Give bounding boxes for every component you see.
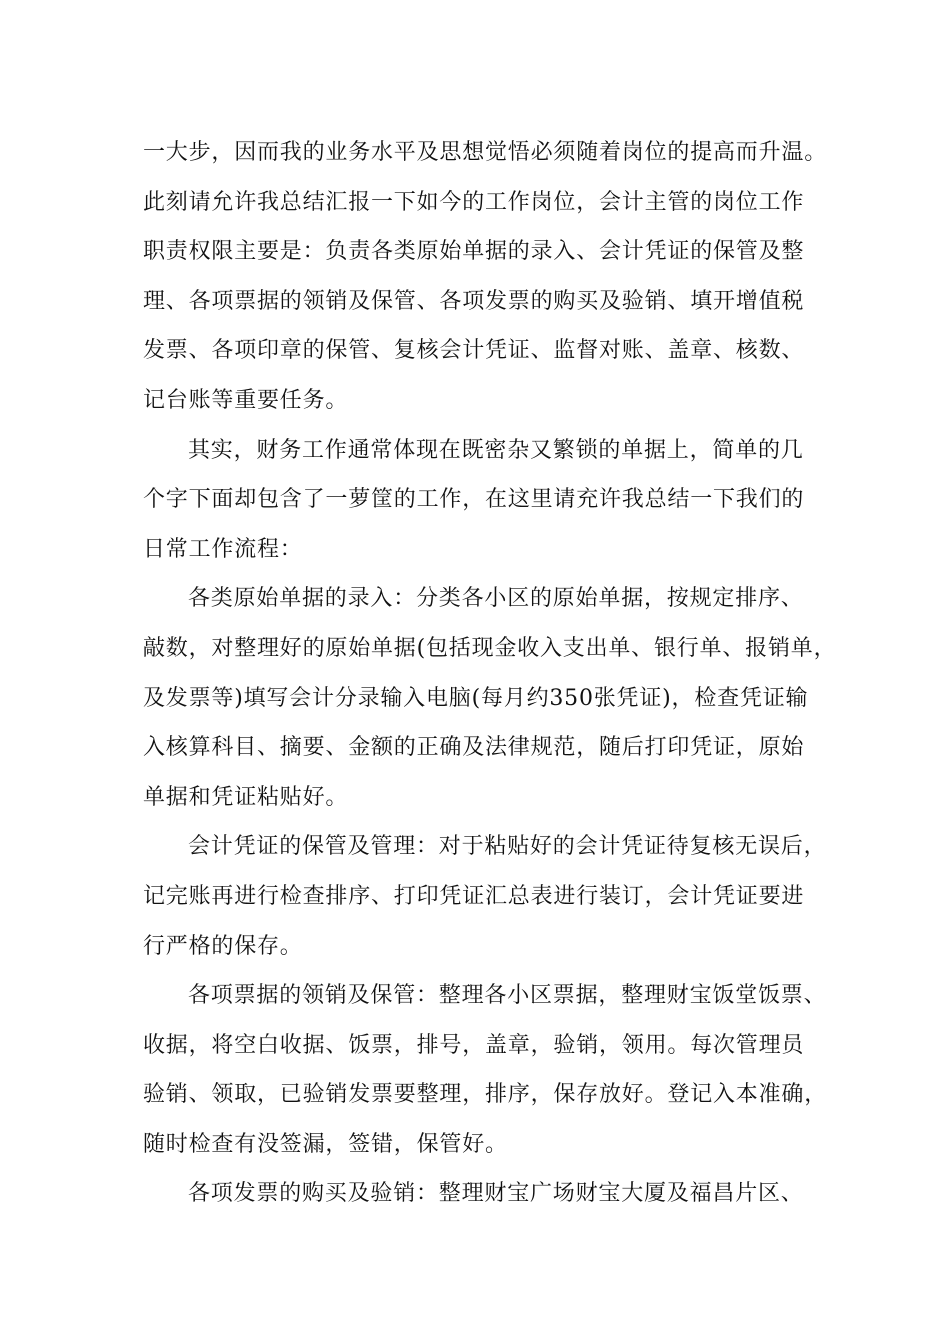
- paragraph-5: [143, 971, 828, 1169]
- text-line: 此刻请允许我总结汇报一下如今的工作岗位，会计主管的岗位工作: [143, 189, 805, 215]
- text-line: 随时检查有没签漏，签错，保管好。: [143, 1131, 508, 1157]
- text-line: 发票、各项印章的保管、复核会计凭证、监督对账、盖章、核数、: [143, 338, 805, 364]
- text-line: 会计凭证的保管及管理：对于粘贴好的会计凭证待复核无误后，: [188, 834, 827, 860]
- text-line: 记完账再进行检查排序、打印凭证汇总表进行装订，会计凭证要进: [143, 883, 805, 909]
- text-line: 单据和凭证粘贴好。: [143, 784, 349, 810]
- text-line: 各项发票的购买及验销：整理财宝广场财宝大厦及福昌片区、: [188, 1181, 804, 1207]
- text-line: 个字下面却包含了一萝筐的工作，在这里请充许我总结一下我们的: [143, 487, 805, 513]
- text-line: 及发票等)填写会计分录输入电脑(每月约350张凭证)，检查凭证输: [143, 685, 809, 711]
- text-line: 一大步，因而我的业务水平及思想觉悟必须随着岗位的提高而升温。: [143, 140, 828, 165]
- paragraph-2: [143, 426, 823, 575]
- paragraph-6: [143, 1169, 823, 1219]
- text-line: 验销、领取，已验销发票要整理，排序，保存放好。登记入本准确，: [143, 1082, 828, 1108]
- text-line: 敲数，对整理好的原始单据(包括现金收入支出单、银行单、报销单，: [143, 635, 837, 661]
- text-line: 记台账等重要任务。: [143, 387, 349, 413]
- document-body: [143, 128, 837, 1219]
- paragraph-3: [143, 574, 837, 822]
- paragraph-1: [143, 128, 828, 426]
- text-line: 各类原始单据的录入：分类各小区的原始单据，按规定排序、: [188, 586, 804, 612]
- text-line: 职责权限主要是：负责各类原始单据的录入、会计凭证的保管及整: [143, 239, 805, 265]
- text-line: 日常工作流程：: [143, 536, 303, 562]
- text-line: 各项票据的领销及保管：整理各小区票据，整理财宝饭堂饭票、: [188, 983, 827, 1009]
- text-line: 收据，将空白收据、饭票，排号，盖章，验销，领用。每次管理员: [143, 1032, 805, 1058]
- text-line: 其实，财务工作通常体现在既密杂又繁锁的单据上，简单的几: [188, 437, 804, 463]
- text-line: 理、各项票据的领销及保管、各项发票的购买及验销、填开增值税: [143, 288, 805, 314]
- paragraph-4: [143, 822, 827, 971]
- text-line: 行严格的保存。: [143, 933, 303, 959]
- text-line: 入核算科目、摘要、金额的正确及法律规范，随后打印凭证，原始: [143, 735, 805, 761]
